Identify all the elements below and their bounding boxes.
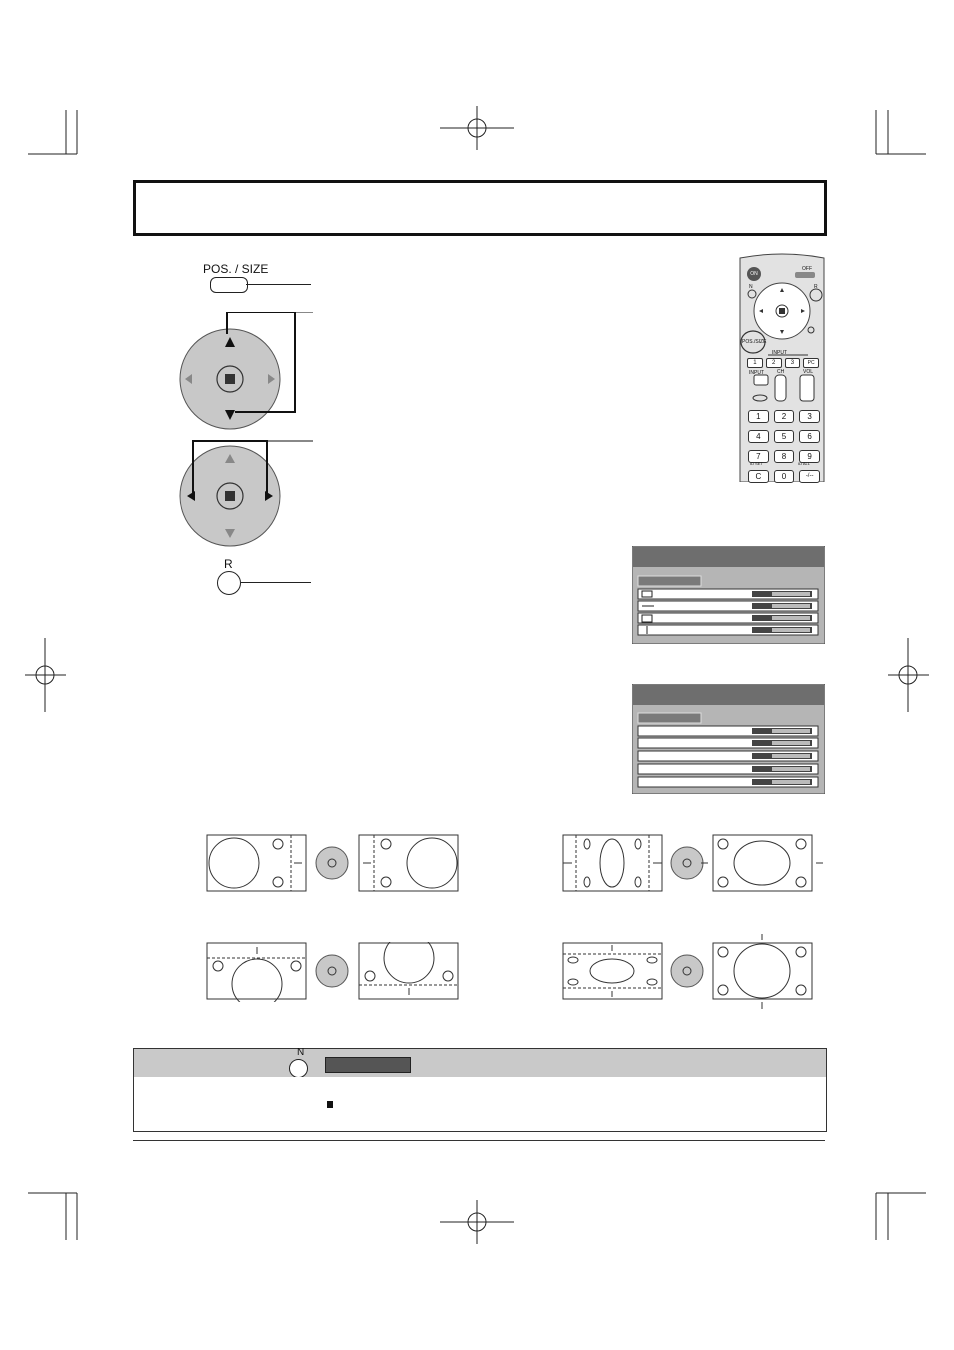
remote-key[interactable]: 4 [748, 430, 769, 443]
remote-n-label: N [749, 284, 753, 290]
remote-id-set-label: ID SET [750, 461, 763, 466]
remote-key[interactable]: 9 [799, 450, 820, 463]
remote-control [738, 250, 826, 482]
remote-input-3[interactable]: 3 [785, 358, 801, 368]
power-on-button[interactable]: ON [747, 267, 761, 281]
remote-r-label: R [814, 284, 818, 290]
remote-id-all-label: ID ALL [798, 461, 811, 466]
pos-size-label: POS. / SIZE [203, 262, 269, 276]
remote-input-label: INPUT [772, 350, 787, 356]
remote-pos-size-button[interactable]: POS./SIZE [742, 339, 767, 345]
remote-keypad [748, 410, 820, 483]
remote-key[interactable]: 2 [774, 410, 795, 423]
v-size-diagram [560, 932, 825, 1014]
note-chip [325, 1057, 411, 1073]
h-size-diagram [560, 834, 825, 894]
remote-key[interactable]: C [748, 470, 769, 483]
menu-screenshot-1 [632, 546, 825, 644]
remote-vol-label: VOL [803, 369, 814, 375]
remote-input-row [747, 358, 819, 368]
n-button[interactable] [289, 1059, 308, 1078]
remote-input-1[interactable]: 1 [747, 358, 763, 368]
note-header-bar [133, 1048, 827, 1078]
pos-size-button[interactable] [210, 277, 248, 293]
h-position-diagram [206, 834, 461, 894]
remote-key[interactable]: 8 [774, 450, 795, 463]
remote-off-label: OFF [802, 266, 812, 272]
remote-key[interactable]: 5 [774, 430, 795, 443]
remote-input-2[interactable]: 2 [766, 358, 782, 368]
remote-key[interactable]: 6 [799, 430, 820, 443]
callout-line [241, 582, 311, 583]
v-position-diagram [206, 942, 461, 1002]
remote-input-side-label: INPUT [749, 370, 764, 376]
bullet-square-icon [327, 1101, 333, 1108]
remote-key[interactable]: 3 [799, 410, 820, 423]
remote-key[interactable]: 1 [748, 410, 769, 423]
dpad-updown-diagram [175, 312, 315, 430]
note-body [133, 1077, 827, 1132]
bottom-rule [133, 1140, 825, 1141]
remote-input-pc[interactable]: PC [803, 358, 819, 368]
remote-ch-label: CH [777, 369, 785, 375]
n-label: N [297, 1047, 305, 1058]
title-frame [133, 180, 827, 236]
remote-key[interactable]: 7 [748, 450, 769, 463]
remote-key[interactable]: 0 [774, 470, 795, 483]
r-button[interactable] [217, 571, 241, 595]
r-label: R [224, 557, 233, 571]
menu-screenshot-2 [632, 684, 825, 794]
remote-key[interactable]: -/-- [799, 470, 820, 483]
dpad-leftright-diagram [175, 436, 315, 556]
callout-line [246, 284, 311, 285]
